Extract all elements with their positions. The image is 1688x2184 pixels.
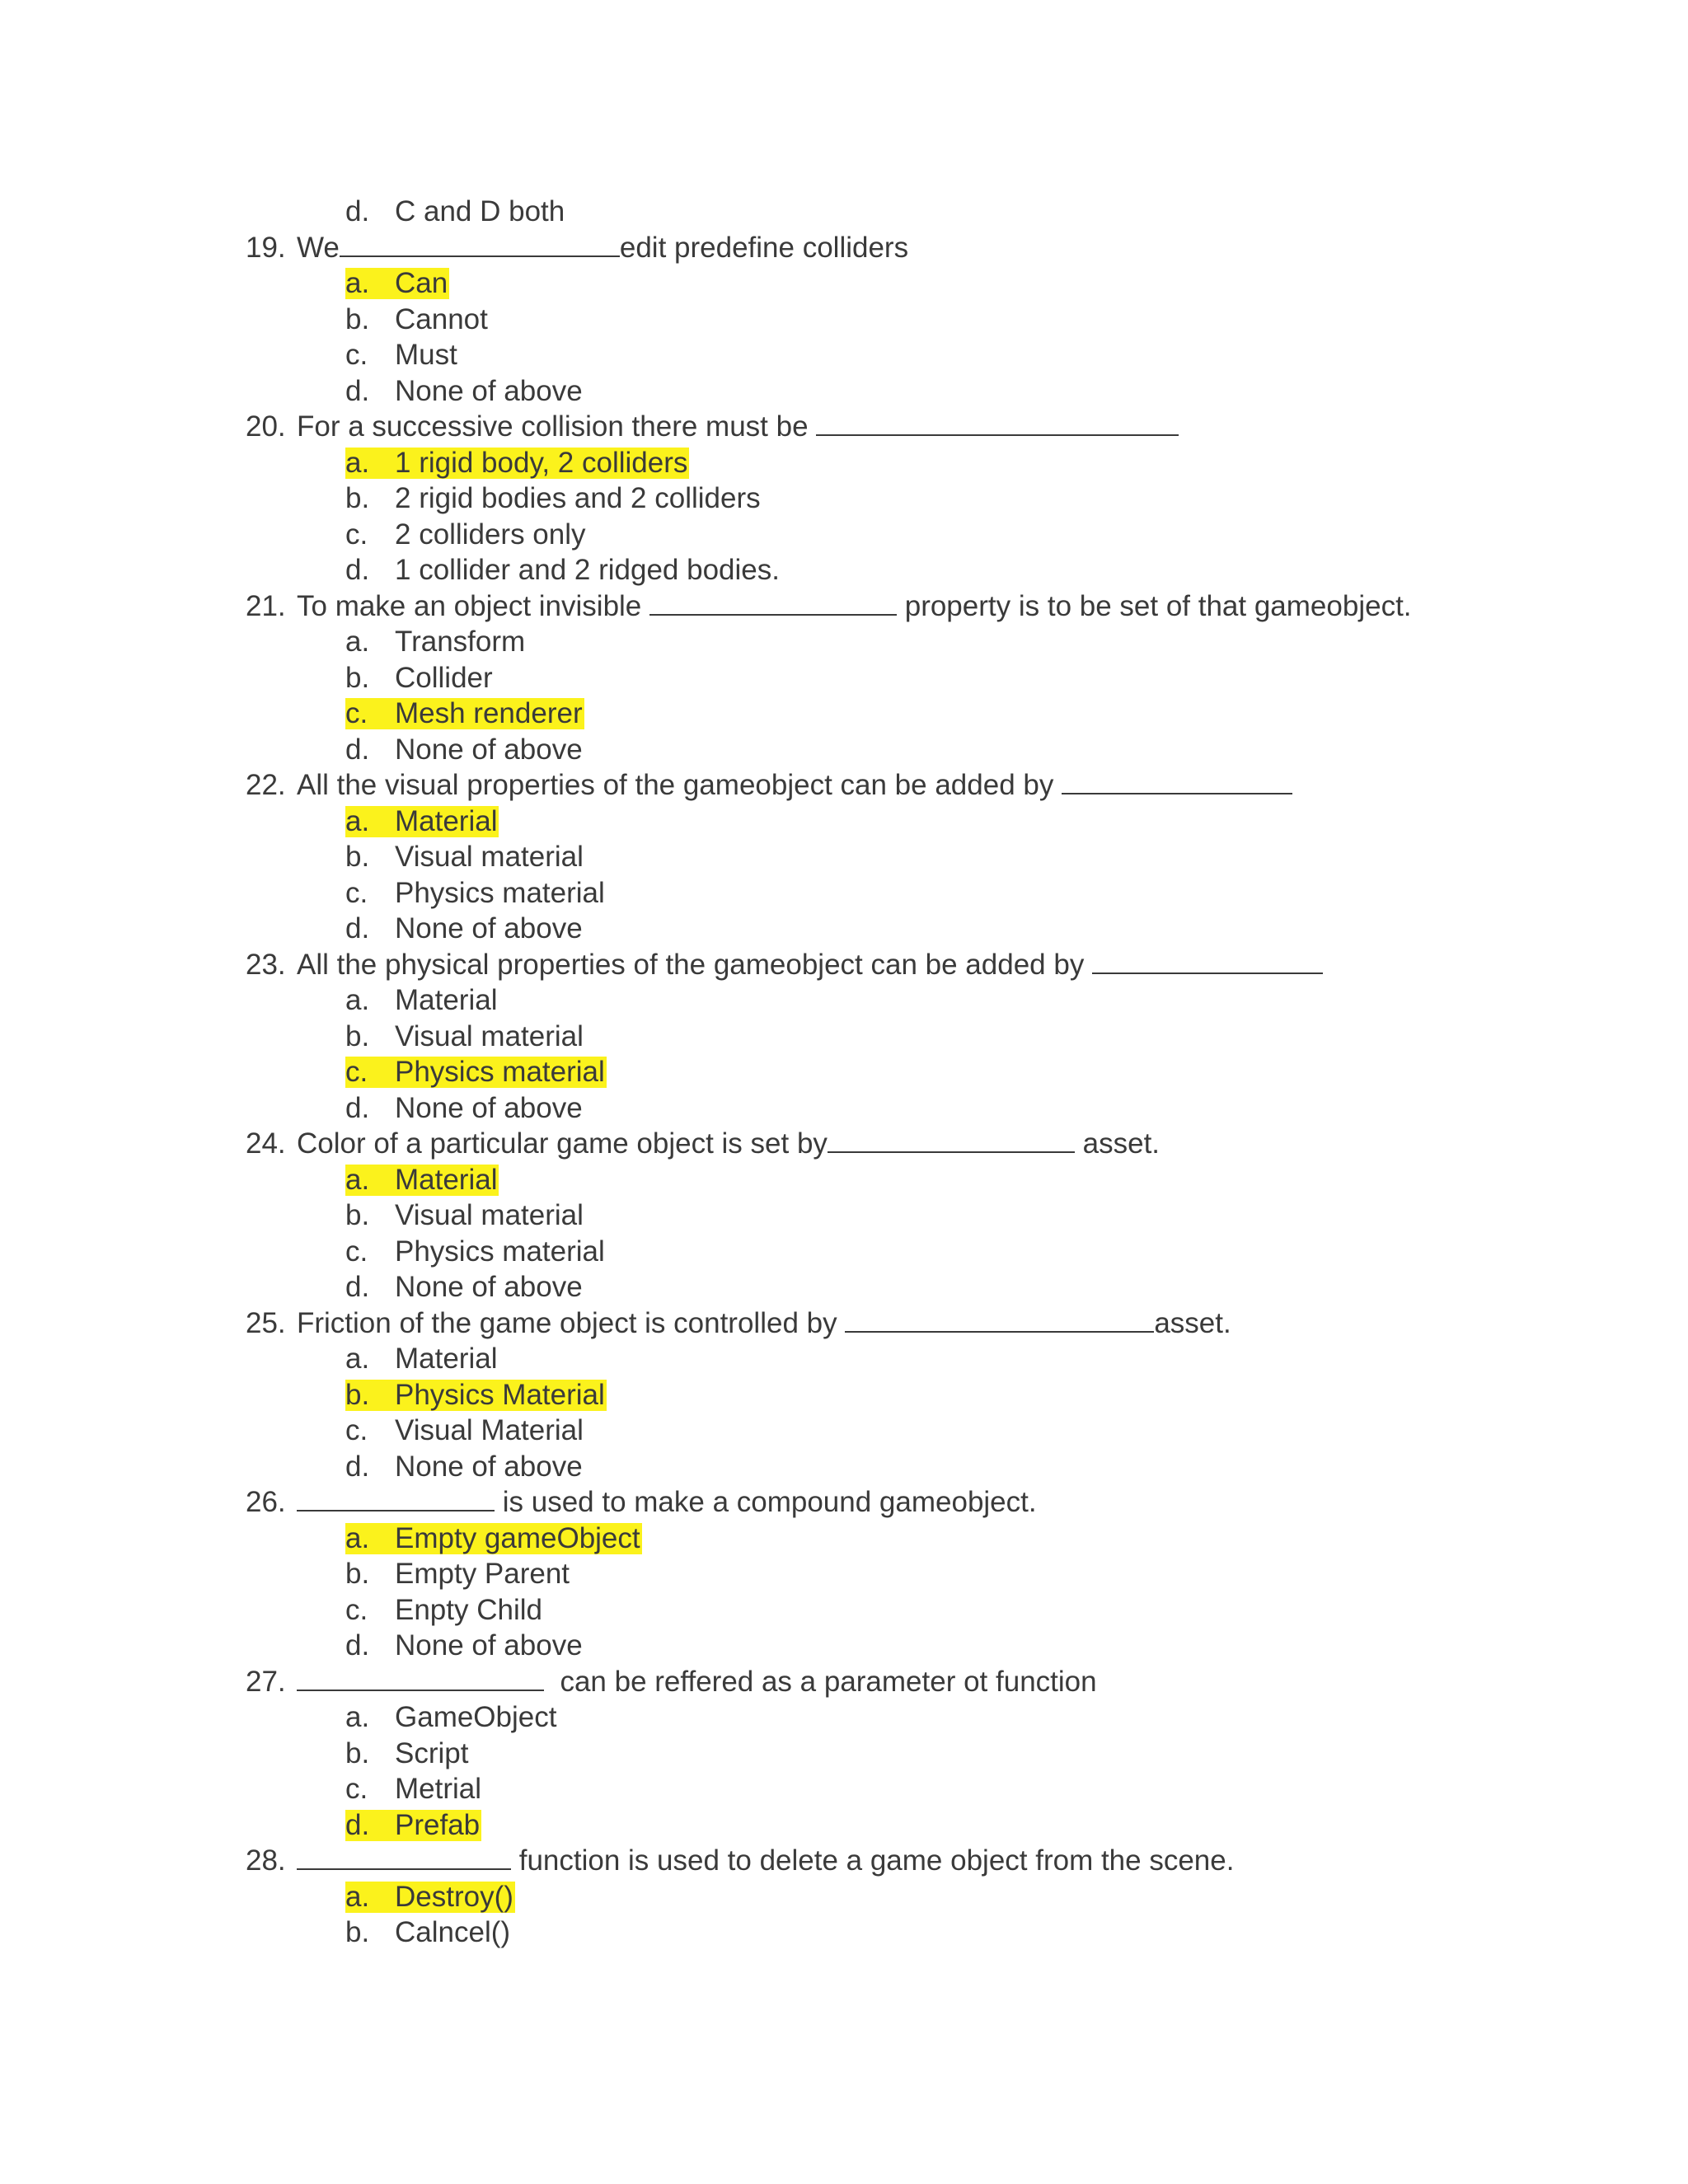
- question-text: asset.: [1154, 1306, 1231, 1339]
- option-text: Mesh renderer: [395, 697, 583, 729]
- option-text: None of above: [395, 733, 583, 766]
- option-letter: b.: [345, 1019, 370, 1052]
- option-text: Material: [395, 1343, 498, 1375]
- option-line: [246, 517, 1531, 553]
- option-text: 2 colliders only: [395, 518, 586, 551]
- option-highlighted-answer: [345, 1810, 481, 1841]
- option: [345, 1917, 512, 1948]
- option-highlighted-answer: [345, 1380, 607, 1411]
- option-text: Destroy(): [395, 1880, 513, 1913]
- option: [345, 626, 527, 658]
- option-line: [246, 1592, 1531, 1629]
- option-line: [246, 1449, 1531, 1485]
- question-stem: [246, 230, 1531, 266]
- option: [345, 196, 566, 227]
- question-text: For a successive collision there must be: [297, 410, 817, 443]
- option-line: [246, 1341, 1531, 1377]
- option: [345, 340, 459, 371]
- question-text: is used to make a compound gameobject.: [495, 1486, 1037, 1518]
- option-highlighted-answer: [345, 448, 689, 479]
- question-number: 26.: [246, 1486, 286, 1518]
- question-text: Friction of the game object is controlled by: [297, 1306, 846, 1339]
- option-highlighted-answer: [345, 1882, 515, 1913]
- option-text: None of above: [395, 1271, 583, 1303]
- option-line: [246, 265, 1531, 302]
- option-line: [246, 696, 1531, 732]
- question-text: can be reffered as a parameter ot function: [544, 1665, 1097, 1698]
- option-letter: d.: [345, 1808, 370, 1841]
- option-highlighted-answer: [345, 1165, 499, 1196]
- option: [345, 1738, 470, 1769]
- option-letter: b.: [345, 661, 370, 694]
- question-stem: [246, 1843, 1531, 1879]
- option-line: [246, 1771, 1531, 1807]
- option-text: Material: [395, 1163, 498, 1196]
- option-text: Transform: [395, 626, 526, 658]
- option: [345, 1558, 571, 1590]
- option-letter: c.: [345, 1414, 368, 1446]
- option-line: [246, 660, 1531, 696]
- option: [345, 1451, 584, 1483]
- option: [345, 1236, 607, 1268]
- option-line: [246, 1269, 1531, 1305]
- option: [345, 878, 607, 909]
- option-line: [246, 480, 1531, 517]
- option-highlighted-answer: [345, 268, 449, 299]
- option-text: Calncel(): [395, 1916, 511, 1948]
- option-letter: b.: [345, 1378, 370, 1411]
- question-number: 21.: [246, 589, 286, 622]
- option-letter: a.: [345, 626, 370, 658]
- option-letter: c.: [345, 697, 368, 729]
- option: [345, 555, 781, 586]
- option-letter: c.: [345, 876, 368, 909]
- option-line: [246, 1413, 1531, 1449]
- option-letter: b.: [345, 302, 370, 335]
- option-text: 1 collider and 2 ridged bodies.: [395, 554, 780, 586]
- option-line: [246, 732, 1531, 768]
- option-letter: d.: [345, 1271, 370, 1303]
- answer-blank: [845, 1306, 1154, 1333]
- option-line: [246, 1879, 1531, 1915]
- option-line: [246, 875, 1531, 912]
- option-letter: a.: [345, 804, 370, 837]
- question-number: 20.: [246, 410, 286, 443]
- option-text: Material: [395, 984, 498, 1016]
- question-number: 23.: [246, 948, 286, 981]
- question-stem: [246, 1305, 1531, 1342]
- option-line: [246, 445, 1531, 481]
- question-stem: [246, 409, 1531, 445]
- option-text: None of above: [395, 1450, 583, 1483]
- option-text: Visual Material: [395, 1414, 584, 1446]
- option-text: 2 rigid bodies and 2 colliders: [395, 482, 761, 514]
- option-line: [246, 1628, 1531, 1664]
- option-text: Collider: [395, 661, 493, 694]
- option-text: C and D both: [395, 195, 565, 227]
- answer-blank: [828, 1127, 1075, 1153]
- question-text: All the visual properties of the gameobject can be added by: [297, 769, 1062, 801]
- option-text: Script: [395, 1736, 469, 1769]
- question-text: edit predefine colliders: [619, 231, 909, 264]
- option-line: [246, 1736, 1531, 1772]
- option-text: Must: [395, 339, 457, 371]
- option-line: [246, 1090, 1531, 1127]
- option: [345, 1774, 483, 1805]
- option-letter: d.: [345, 912, 370, 944]
- option-letter: a.: [345, 984, 370, 1016]
- option-letter: d.: [345, 1629, 370, 1661]
- question-text: property is to be set of that gameobject.: [897, 589, 1412, 622]
- option-text: None of above: [395, 1629, 583, 1661]
- question-stem: [246, 1484, 1531, 1521]
- option-line: [246, 1054, 1531, 1090]
- option-letter: d.: [345, 1450, 370, 1483]
- option-text: Metrial: [395, 1773, 482, 1805]
- option-text: None of above: [395, 912, 583, 944]
- option-highlighted-answer: [345, 698, 584, 729]
- option-letter: a.: [345, 1521, 370, 1554]
- option-letter: b.: [345, 1199, 370, 1231]
- question-number: 19.: [246, 231, 286, 264]
- option: [345, 1093, 584, 1124]
- question-stem: [246, 1664, 1531, 1700]
- option-line: [246, 1197, 1531, 1234]
- option-text: Physics material: [395, 876, 605, 909]
- option-text: None of above: [395, 1091, 583, 1124]
- question-text: Color of a particular game object is set by: [297, 1127, 828, 1160]
- option-line: [246, 1019, 1531, 1055]
- answer-blank: [340, 231, 620, 257]
- option-text: GameObject: [395, 1701, 557, 1733]
- option: [345, 1343, 499, 1375]
- option-letter: d.: [345, 374, 370, 407]
- question-list: [246, 230, 1531, 1951]
- option-letter: b.: [345, 1916, 370, 1948]
- option-letter: c.: [345, 1593, 368, 1626]
- option-letter: d.: [345, 1091, 370, 1124]
- question-text: All the physical properties of the gameobject can be added by: [297, 948, 1093, 981]
- option-letter: a.: [345, 1163, 370, 1196]
- option: [345, 1630, 584, 1661]
- option-highlighted-answer: [345, 1523, 642, 1554]
- option-line: [246, 804, 1531, 840]
- option-letter: c.: [345, 1056, 368, 1088]
- answer-blank: [297, 1844, 511, 1870]
- option-text: Enpty Child: [395, 1593, 542, 1626]
- option-letter: b.: [345, 841, 370, 873]
- answer-blank: [1092, 948, 1323, 974]
- option: [345, 841, 585, 873]
- option-letter: d.: [345, 733, 370, 766]
- option-highlighted-answer: [345, 806, 499, 837]
- question-number: 22.: [246, 769, 286, 801]
- option-text: Can: [395, 267, 448, 299]
- quiz-document: [246, 194, 1531, 1951]
- option: [345, 376, 584, 407]
- option: [345, 663, 495, 694]
- option-line: [246, 1915, 1531, 1951]
- option-letter: c.: [345, 1773, 368, 1805]
- option-letter: c.: [345, 1235, 368, 1268]
- question-number: 24.: [246, 1127, 286, 1160]
- question-number: 27.: [246, 1665, 286, 1698]
- question-stem: [246, 767, 1531, 804]
- option-text: Physics material: [395, 1235, 605, 1268]
- option-text: Cannot: [395, 302, 488, 335]
- option-text: Physics Material: [395, 1378, 605, 1411]
- option: [345, 913, 584, 944]
- option-line: [246, 194, 1531, 230]
- answer-blank: [816, 410, 1179, 436]
- option-text: Empty gameObject: [395, 1521, 640, 1554]
- option: [345, 1272, 584, 1303]
- option-text: Physics material: [395, 1056, 605, 1088]
- answer-blank: [1062, 768, 1292, 794]
- option: [345, 1595, 544, 1626]
- option-text: 1 rigid body, 2 colliders: [395, 446, 688, 479]
- option: [345, 734, 584, 766]
- option-text: Material: [395, 804, 498, 837]
- option-line: [246, 1162, 1531, 1198]
- option-text: Visual material: [395, 841, 584, 873]
- option-line: [246, 1807, 1531, 1844]
- option: [345, 1415, 585, 1446]
- option-text: Empty Parent: [395, 1558, 570, 1590]
- question-text: To make an object invisible: [297, 589, 649, 622]
- option-letter: c.: [345, 339, 368, 371]
- question-stem: [246, 947, 1531, 983]
- option-letter: c.: [345, 518, 368, 551]
- option-text: Visual material: [395, 1199, 584, 1231]
- answer-blank: [297, 1485, 495, 1511]
- option-letter: a.: [345, 267, 370, 299]
- option-line: [246, 1556, 1531, 1592]
- option-line: [246, 982, 1531, 1019]
- option-line: [246, 337, 1531, 373]
- question-stem: [246, 1126, 1531, 1162]
- option: [345, 985, 499, 1016]
- option-line: [246, 839, 1531, 875]
- option-letter: a.: [345, 1701, 370, 1733]
- answer-blank: [649, 589, 897, 616]
- option-letter: b.: [345, 1558, 370, 1590]
- question-stem: [246, 588, 1531, 625]
- option-text: Prefab: [395, 1808, 481, 1841]
- question-text: function is used to delete a game object from the scene.: [511, 1844, 1235, 1877]
- option-line: [246, 1377, 1531, 1413]
- option: [345, 483, 762, 514]
- answer-blank: [297, 1665, 544, 1691]
- option-highlighted-answer: [345, 1057, 607, 1088]
- option-line: [246, 1699, 1531, 1736]
- option: [345, 519, 588, 551]
- option-line: [246, 1234, 1531, 1270]
- option-line: [246, 624, 1531, 660]
- option-letter: a.: [345, 1343, 370, 1375]
- option-line: [246, 1521, 1531, 1557]
- option-line: [246, 373, 1531, 410]
- option-letter: b.: [345, 482, 370, 514]
- option-text: Visual material: [395, 1019, 584, 1052]
- option: [345, 1021, 585, 1052]
- option-line: [246, 302, 1531, 338]
- question-text: We: [297, 231, 340, 264]
- option-line: [246, 552, 1531, 588]
- option-letter: b.: [345, 1736, 370, 1769]
- option-letter: a.: [345, 1880, 370, 1913]
- option: [345, 304, 490, 335]
- option-line: [246, 911, 1531, 947]
- question-number: 28.: [246, 1844, 286, 1877]
- option-letter: d.: [345, 554, 370, 586]
- option-letter: d.: [345, 195, 370, 227]
- question-number: 25.: [246, 1306, 286, 1339]
- question-text: asset.: [1074, 1127, 1160, 1160]
- option-letter: a.: [345, 446, 370, 479]
- option-text: None of above: [395, 374, 583, 407]
- option: [345, 1702, 558, 1733]
- option: [345, 1200, 585, 1231]
